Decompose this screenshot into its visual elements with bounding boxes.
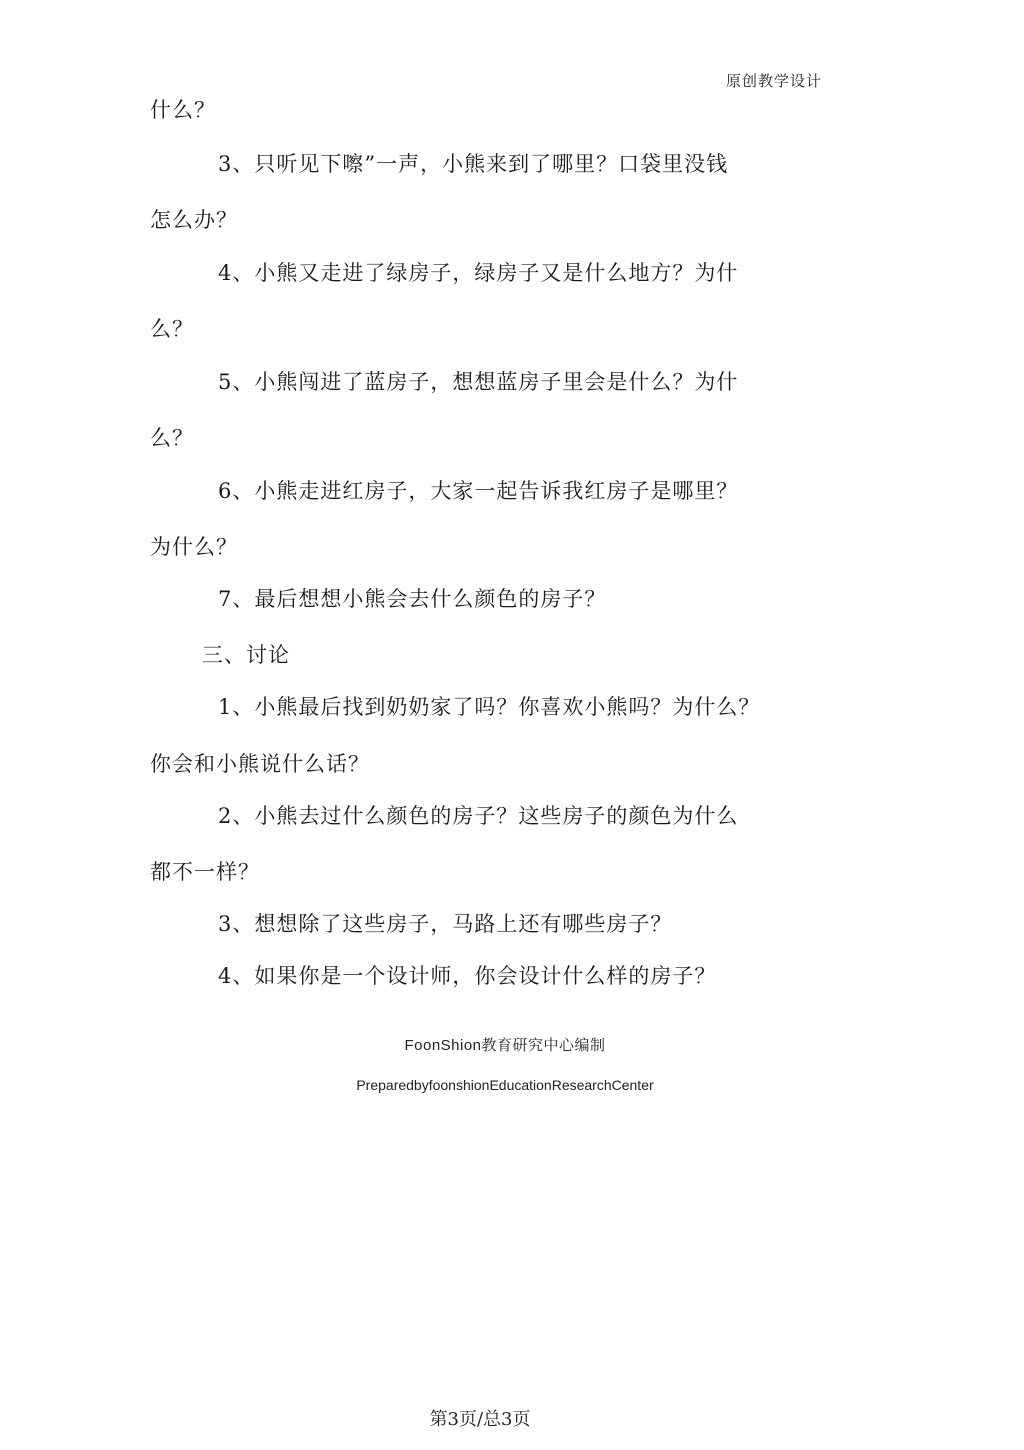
question-6: 6、小熊走进红房子，大家一起告诉我红房子是哪里？ [218,479,739,503]
discussion-3: 3、想想除了这些房子，马路上还有哪些房子？ [218,912,673,936]
discussion-2: 2、小熊去过什么颜色的房子？这些房子的颜色为什么 [218,804,739,828]
section-heading: 三、讨论 [202,643,290,667]
footer-org-cn: FoonShion教育研究中心编制 [404,1037,606,1054]
text-line: 你会和小熊说什么话？ [150,752,370,776]
discussion-1: 1、小熊最后找到奶奶家了吗？你喜欢小熊吗？为什么？ [218,695,761,719]
text-line: 怎么办？ [150,208,238,232]
question-4: 4、小熊又走进了绿房子，绿房子又是什么地方？为什 [218,261,739,285]
header-tag: 原创教学设计 [726,72,823,90]
text-line: 么？ [150,317,194,341]
question-5: 5、小熊闯进了蓝房子，想想蓝房子里会是什么？为什 [218,370,739,394]
page-number: 第3页/总3页 [429,1409,531,1430]
question-3: 3、只听见下嚓”一声，小熊来到了哪里？口袋里没钱 [218,152,729,176]
text-line: 什么？ [150,98,216,122]
discussion-4: 4、如果你是一个设计师，你会设计什么样的房子？ [218,964,717,988]
text-line: 么？ [150,426,194,450]
text-line: 都不一样？ [150,860,260,884]
question-7: 7、最后想想小熊会去什么颜色的房子？ [218,587,607,611]
footer-org-en: PreparedbyfoonshionEducationResearchCenter [356,1077,654,1093]
text-line: 为什么？ [150,535,238,559]
